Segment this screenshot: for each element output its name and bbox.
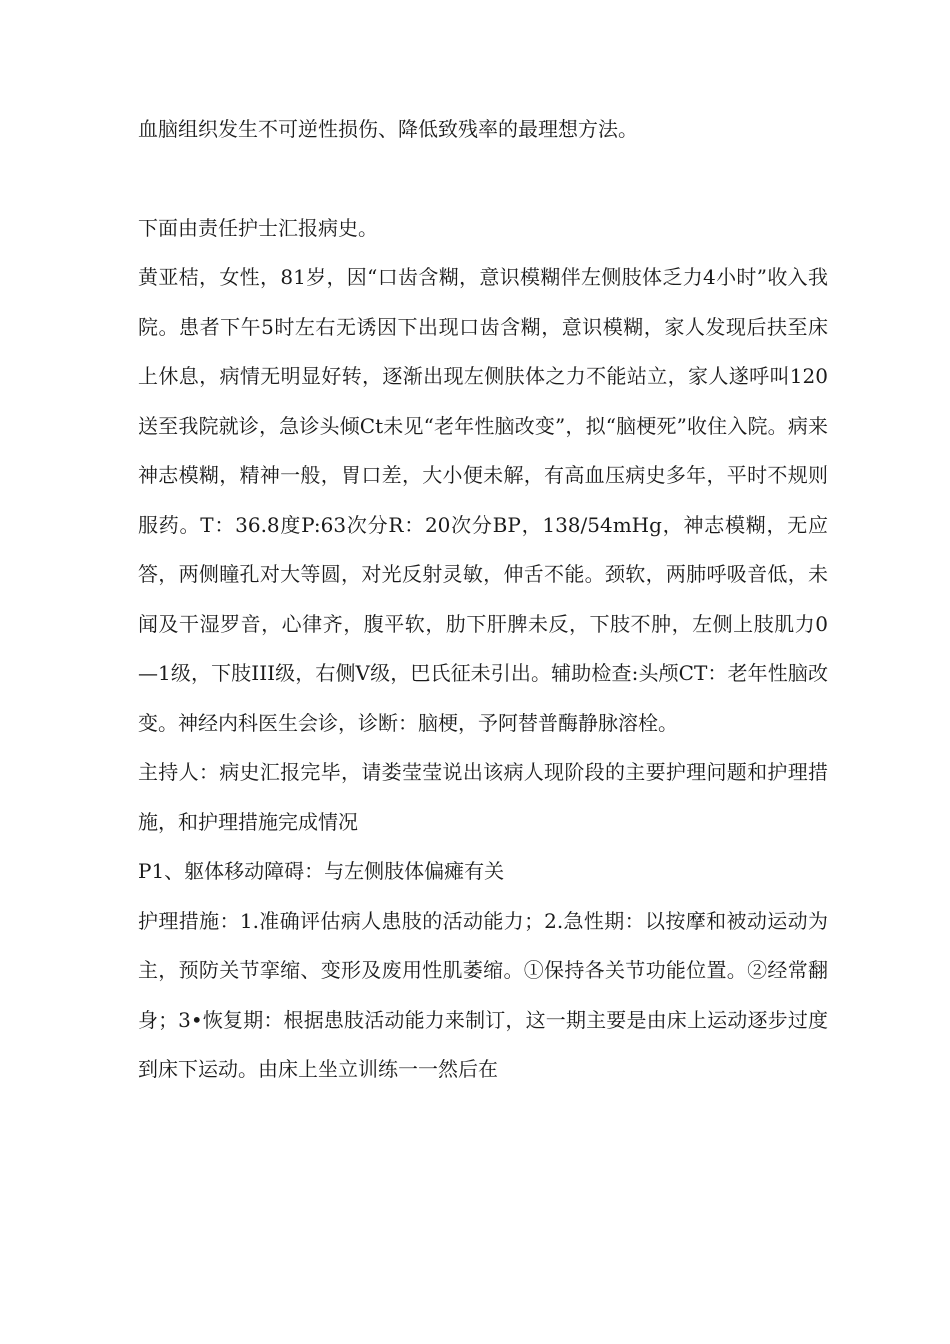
paragraph-intro-continuation: 血脑组织发生不可逆性损伤、降低致残率的最理想方法。 xyxy=(138,117,638,141)
paragraph-host-request: 主持人：病史汇报完毕，请娄莹莹说出该病人现阶段的主要护理问题和护理措施，和护理措施完成情况 xyxy=(138,760,828,834)
paragraph-problem-p1: P1、躯体移动障碍：与左侧肢体偏瘫有关 xyxy=(138,859,505,883)
paragraph-gap xyxy=(138,155,828,204)
document-body xyxy=(138,105,828,1095)
paragraph-case-history: 黄亚桔，女性，81岁，因“口齿含糊，意识模糊伴左侧肢体乏力4小时”收入我院。患者下午5时左右无诱因下出现口齿含糊，意识模糊，家人发现后扶至床上休息，病情无明显好转，逐渐出现左侧肤体之力不能站立，家人遂呼叫120送至我院就诊，急诊头倾Ct未见“老年性脑改变”，拟“脑梗死”收住入院。病来神志模糊，精神一般，胃口差，大小便未解，有高血压病史多年，平时不规则服药。T：36.8度P:63次分R：20次分BP，138/54mHg，神志模糊，无应答，两侧瞳孔对大等圆，对光反射灵敏，伸舌不能。颈软，两肺呼吸音低，未闻及干湿罗音，心律齐，腹平软，肋下肝脾未反，下肢不肿，左侧上肢肌力0—1级，下肢III级，右侧V级，巴氏征未引出。辅助检查:头颅CT：老年性脑改变。神经内科医生会诊，诊断：脑梗，予阿替普酶静脉溶栓。 xyxy=(138,265,828,735)
paragraph-nursing-measures: 护理措施：1.准确评估病人患肢的活动能力；2.急性期：以按摩和被动运动为主，预防关节挛缩、变形及废用性肌萎缩。①保持各关节功能位置。②经常翻身；3•恢复期：根据患肢活动能力来制订，这一期主要是由床上运动逐步过度到床下运动。由床上坐立训练一一然后在 xyxy=(138,908,828,1081)
paragraph-history-intro: 下面由责任护士汇报病史。 xyxy=(138,215,378,240)
